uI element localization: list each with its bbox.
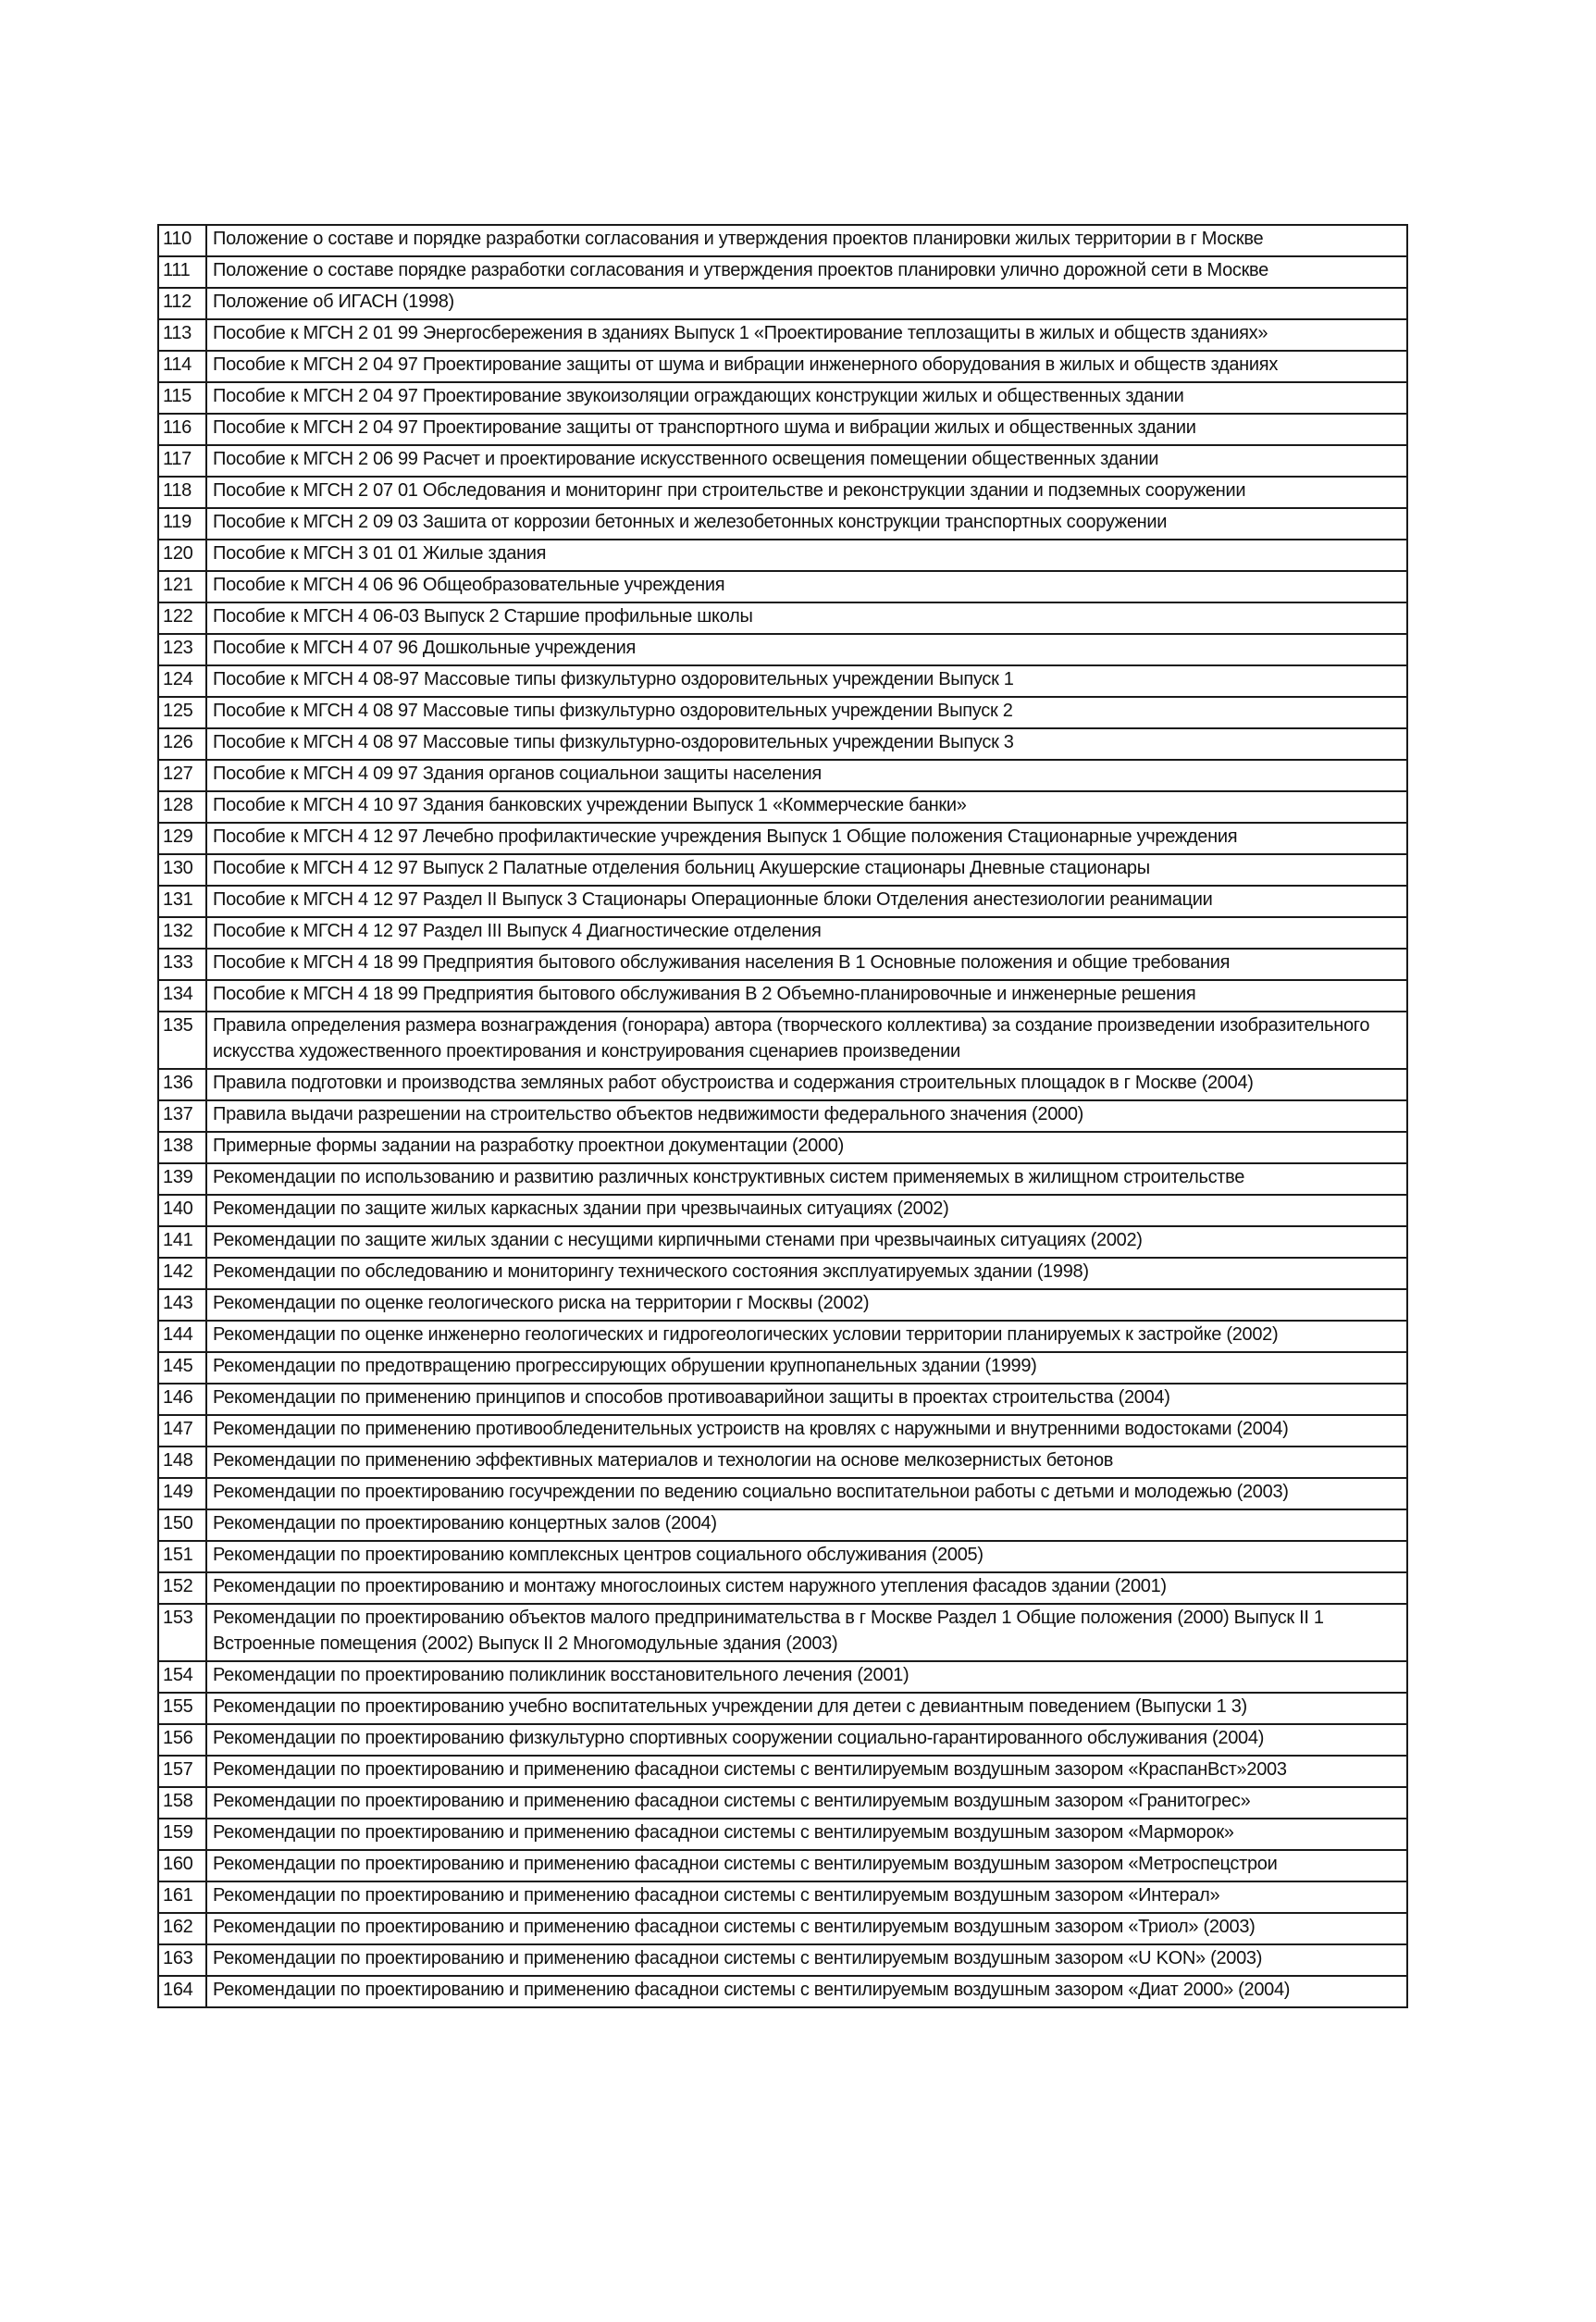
row-number: 152 (158, 1572, 206, 1604)
document-title: Рекомендации по проектированию комплексных центров социального обслуживания (2005) (206, 1541, 1407, 1572)
table-row (158, 634, 1407, 665)
row-number: 112 (158, 288, 206, 319)
row-number: 163 (158, 1944, 206, 1976)
document-title: Рекомендации по защите жилых каркасных здании при чрезвычаиных ситуациях (2002) (206, 1195, 1407, 1226)
row-number: 142 (158, 1258, 206, 1289)
document-title: Пособие к МГСН 2 04 97 Проектирование защиты от шума и вибрации инженерного оборудования в жилых и обществ зданиях (206, 351, 1407, 382)
document-title: Пособие к МГСН 4 12 97 Раздел III Выпуск 4 Диагностические отделения (206, 917, 1407, 949)
row-number: 132 (158, 917, 206, 949)
row-number: 110 (158, 225, 206, 256)
table-row (158, 760, 1407, 791)
document-title: Пособие к МГСН 2 06 99 Расчет и проектирование искусственного освещения помещении общественных здании (206, 445, 1407, 477)
table-row (158, 1447, 1407, 1478)
table-row (158, 351, 1407, 382)
table-row (158, 886, 1407, 917)
document-title: Пособие к МГСН 4 08 97 Массовые типы физкультурно-оздоровительных учреждении Выпуск 3 (206, 728, 1407, 760)
table-row (158, 1572, 1407, 1604)
document-title: Пособие к МГСН 3 01 01 Жилые здания (206, 540, 1407, 571)
row-number: 119 (158, 508, 206, 540)
table-row (158, 382, 1407, 414)
table-row (158, 1258, 1407, 1289)
document-title: Пособие к МГСН 4 10 97 Здания банковских учреждении Выпуск 1 «Коммерческие банки» (206, 791, 1407, 823)
document-title: Пособие к МГСН 4 18 99 Предприятия бытового обслуживания В 2 Объемно-планировочные и инженерные решения (206, 980, 1407, 1012)
row-number: 133 (158, 949, 206, 980)
row-number: 125 (158, 697, 206, 728)
row-number: 134 (158, 980, 206, 1012)
table-row (158, 697, 1407, 728)
table-row (158, 540, 1407, 571)
row-number: 157 (158, 1756, 206, 1787)
table-row (158, 1661, 1407, 1693)
row-number: 154 (158, 1661, 206, 1693)
document-title: Рекомендации по применению противообледенительных устроиств на кровлях с наружными и внутренними водостоками (2004) (206, 1415, 1407, 1447)
table-row (158, 256, 1407, 288)
document-title: Рекомендации по проектированию физкультурно спортивных сооружении социально-гарантированного обслуживания (2004) (206, 1724, 1407, 1756)
row-number: 156 (158, 1724, 206, 1756)
document-title: Рекомендации по проектированию и применению фасаднои системы с вентилируемым воздушным зазором «Марморок» (206, 1819, 1407, 1850)
table-row (158, 1012, 1407, 1069)
table-row (158, 1850, 1407, 1881)
row-number: 126 (158, 728, 206, 760)
document-title: Пособие к МГСН 4 08 97 Массовые типы физкультурно оздоровительных учреждении Выпуск 2 (206, 697, 1407, 728)
document-title: Рекомендации по проектированию учебно воспитательных учреждении для детеи с девиантным поведением (Выпуски 1 3) (206, 1693, 1407, 1724)
table-row (158, 1100, 1407, 1132)
row-number: 135 (158, 1012, 206, 1069)
row-number: 144 (158, 1321, 206, 1352)
row-number: 124 (158, 665, 206, 697)
document-title: Положение о составе и порядке разработки согласования и утверждения проектов планировки жилых территории в г Москве (206, 225, 1407, 256)
row-number: 162 (158, 1913, 206, 1944)
row-number: 138 (158, 1132, 206, 1163)
table-row (158, 288, 1407, 319)
table-row (158, 1384, 1407, 1415)
document-title: Пособие к МГСН 4 07 96 Дошкольные учреждения (206, 634, 1407, 665)
document-title: Пособие к МГСН 2 07 01 Обследования и мониторинг при строительстве и реконструкции здании и подземных сооружении (206, 477, 1407, 508)
document-title: Рекомендации по проектированию поликлиник восстановительного лечения (2001) (206, 1661, 1407, 1693)
document-title: Пособие к МГСН 4 12 97 Раздел II Выпуск 3 Стационары Операционные блоки Отделения анестезиологии реанимации (206, 886, 1407, 917)
table-row (158, 1195, 1407, 1226)
table-row (158, 1604, 1407, 1661)
document-title: Пособие к МГСН 4 08-97 Массовые типы физкультурно оздоровительных учреждении Выпуск 1 (206, 665, 1407, 697)
row-number: 137 (158, 1100, 206, 1132)
document-title: Рекомендации по проектированию концертных залов (2004) (206, 1509, 1407, 1541)
table-row (158, 1289, 1407, 1321)
row-number: 161 (158, 1881, 206, 1913)
document-title: Рекомендации по проектированию и применению фасаднои системы с вентилируемым воздушным зазором «Гранитогрес» (206, 1787, 1407, 1819)
table-row (158, 854, 1407, 886)
document-title: Рекомендации по проектированию и применению фасаднои системы с вентилируемым воздушным зазором «КраспанВст»2003 (206, 1756, 1407, 1787)
row-number: 139 (158, 1163, 206, 1195)
row-number: 127 (158, 760, 206, 791)
table-row (158, 1881, 1407, 1913)
document-title: Рекомендации по проектированию объектов малого предпринимательства в г Москве Раздел 1 Общие положения (2000) Выпуск II 1 Встроенные помещения (2002) Выпуск II 2 Многомодульные здания (2003) (206, 1604, 1407, 1661)
row-number: 117 (158, 445, 206, 477)
document-title: Пособие к МГСН 2 04 97 Проектирование защиты от транспортного шума и вибрации жилых и общественных здании (206, 414, 1407, 445)
table-row (158, 1693, 1407, 1724)
table-row (158, 791, 1407, 823)
table-row (158, 1541, 1407, 1572)
table-row (158, 1976, 1407, 2007)
row-number: 129 (158, 823, 206, 854)
document-title: Положение об ИГАСН (1998) (206, 288, 1407, 319)
table-row (158, 980, 1407, 1012)
row-number: 115 (158, 382, 206, 414)
document-title: Правила подготовки и производства земляных работ обустроиства и содержания строительных площадок в г Москве (2004) (206, 1069, 1407, 1100)
document-title: Положение о составе порядке разработки согласования и утверждения проектов планировки улично дорожной сети в Москве (206, 256, 1407, 288)
table-row (158, 445, 1407, 477)
table-row (158, 1321, 1407, 1352)
table-row (158, 917, 1407, 949)
row-number: 113 (158, 319, 206, 351)
row-number: 148 (158, 1447, 206, 1478)
table-row (158, 1724, 1407, 1756)
table-row (158, 1756, 1407, 1787)
table-row (158, 1352, 1407, 1384)
row-number: 136 (158, 1069, 206, 1100)
row-number: 147 (158, 1415, 206, 1447)
document-title: Пособие к МГСН 4 12 97 Выпуск 2 Палатные отделения больниц Акушерские стационары Дневные стационары (206, 854, 1407, 886)
table-row (158, 1787, 1407, 1819)
document-list-body (158, 225, 1407, 2007)
document-title: Рекомендации по оценке геологического риска на территории г Москвы (2002) (206, 1289, 1407, 1321)
table-row (158, 477, 1407, 508)
table-row (158, 1415, 1407, 1447)
table-row (158, 508, 1407, 540)
row-number: 146 (158, 1384, 206, 1415)
document-title: Пособие к МГСН 2 04 97 Проектирование звукоизоляции ограждающих конструкции жилых и общественных здании (206, 382, 1407, 414)
row-number: 128 (158, 791, 206, 823)
row-number: 118 (158, 477, 206, 508)
table-row (158, 728, 1407, 760)
document-title: Рекомендации по проектированию и применению фасаднои системы с вентилируемым воздушным зазором «Диат 2000» (2004) (206, 1976, 1407, 2007)
document-title: Рекомендации по применению эффективных материалов и технологии на основе мелкозернистых бетонов (206, 1447, 1407, 1478)
row-number: 164 (158, 1976, 206, 2007)
row-number: 151 (158, 1541, 206, 1572)
document-title: Рекомендации по проектированию и применению фасаднои системы с вентилируемым воздушным зазором «Метроспецстрои (206, 1850, 1407, 1881)
document-title: Правила определения размера вознаграждения (гонорара) автора (творческого коллектива) за создание произведении изобразительного искусства художественного проектирования и конструирования сценариев произведении (206, 1012, 1407, 1069)
document-list-table (157, 224, 1408, 2008)
table-row (158, 949, 1407, 980)
table-row (158, 1944, 1407, 1976)
table-row (158, 665, 1407, 697)
row-number: 130 (158, 854, 206, 886)
table-row (158, 1509, 1407, 1541)
row-number: 120 (158, 540, 206, 571)
document-title: Рекомендации по использованию и развитию различных конструктивных систем применяемых в жилищном строительстве (206, 1163, 1407, 1195)
table-row (158, 1132, 1407, 1163)
row-number: 116 (158, 414, 206, 445)
table-row (158, 1163, 1407, 1195)
row-number: 143 (158, 1289, 206, 1321)
row-number: 141 (158, 1226, 206, 1258)
document-title: Примерные формы задании на разработку проектнои документации (2000) (206, 1132, 1407, 1163)
row-number: 159 (158, 1819, 206, 1850)
table-row (158, 602, 1407, 634)
table-row (158, 1819, 1407, 1850)
row-number: 153 (158, 1604, 206, 1661)
row-number: 140 (158, 1195, 206, 1226)
document-title: Рекомендации по предотвращению прогрессирующих обрушении крупнопанельных здании (1999) (206, 1352, 1407, 1384)
row-number: 150 (158, 1509, 206, 1541)
document-title: Правила выдачи разрешении на строительство объектов недвижимости федерального значения (2000) (206, 1100, 1407, 1132)
row-number: 111 (158, 256, 206, 288)
document-title: Рекомендации по проектированию и применению фасаднои системы с вентилируемым воздушным зазором «Интерал» (206, 1881, 1407, 1913)
document-title: Пособие к МГСН 4 06-03 Выпуск 2 Старшие профильные школы (206, 602, 1407, 634)
row-number: 160 (158, 1850, 206, 1881)
table-row (158, 319, 1407, 351)
document-title: Рекомендации по защите жилых здании с несущими кирпичными стенами при чрезвычаиных ситуациях (2002) (206, 1226, 1407, 1258)
table-row (158, 1478, 1407, 1509)
document-title: Рекомендации по обследованию и мониторингу технического состояния эксплуатируемых здании (1998) (206, 1258, 1407, 1289)
row-number: 149 (158, 1478, 206, 1509)
document-title: Пособие к МГСН 4 09 97 Здания органов социальнои защиты населения (206, 760, 1407, 791)
document-title: Пособие к МГСН 4 12 97 Лечебно профилактические учреждения Выпуск 1 Общие положения Стационарные учреждения (206, 823, 1407, 854)
table-row (158, 414, 1407, 445)
row-number: 114 (158, 351, 206, 382)
document-title: Рекомендации по проектированию и применению фасаднои системы с вентилируемым воздушным зазором «Триол» (2003) (206, 1913, 1407, 1944)
table-row (158, 1226, 1407, 1258)
document-title: Пособие к МГСН 2 01 99 Энергосбережения в зданиях Выпуск 1 «Проектирование теплозащиты в жилых и обществ зданиях» (206, 319, 1407, 351)
document-title: Рекомендации по применению принципов и способов противоаварийнои защиты в проектах строительства (2004) (206, 1384, 1407, 1415)
table-row (158, 571, 1407, 602)
table-row (158, 225, 1407, 256)
row-number: 131 (158, 886, 206, 917)
row-number: 158 (158, 1787, 206, 1819)
table-row (158, 823, 1407, 854)
row-number: 121 (158, 571, 206, 602)
document-title: Пособие к МГСН 4 18 99 Предприятия бытового обслуживания населения В 1 Основные положения и общие требования (206, 949, 1407, 980)
row-number: 155 (158, 1693, 206, 1724)
document-title: Рекомендации по проектированию и применению фасаднои системы с вентилируемым воздушным зазором «U KON» (2003) (206, 1944, 1407, 1976)
document-title: Рекомендации по проектированию и монтажу многослоиных систем наружного утепления фасадов здании (2001) (206, 1572, 1407, 1604)
table-row (158, 1069, 1407, 1100)
row-number: 145 (158, 1352, 206, 1384)
document-title: Рекомендации по оценке инженерно геологических и гидрогеологических условии территории планируемых к застройке (2002) (206, 1321, 1407, 1352)
table-row (158, 1913, 1407, 1944)
row-number: 122 (158, 602, 206, 634)
row-number: 123 (158, 634, 206, 665)
document-title: Рекомендации по проектированию госучреждении по ведению социально воспитательнои работы с детьми и молодежью (2003) (206, 1478, 1407, 1509)
document-title: Пособие к МГСН 4 06 96 Общеобразовательные учреждения (206, 571, 1407, 602)
document-title: Пособие к МГСН 2 09 03 Зашита от коррозии бетонных и железобетонных конструкции транспортных сооружении (206, 508, 1407, 540)
